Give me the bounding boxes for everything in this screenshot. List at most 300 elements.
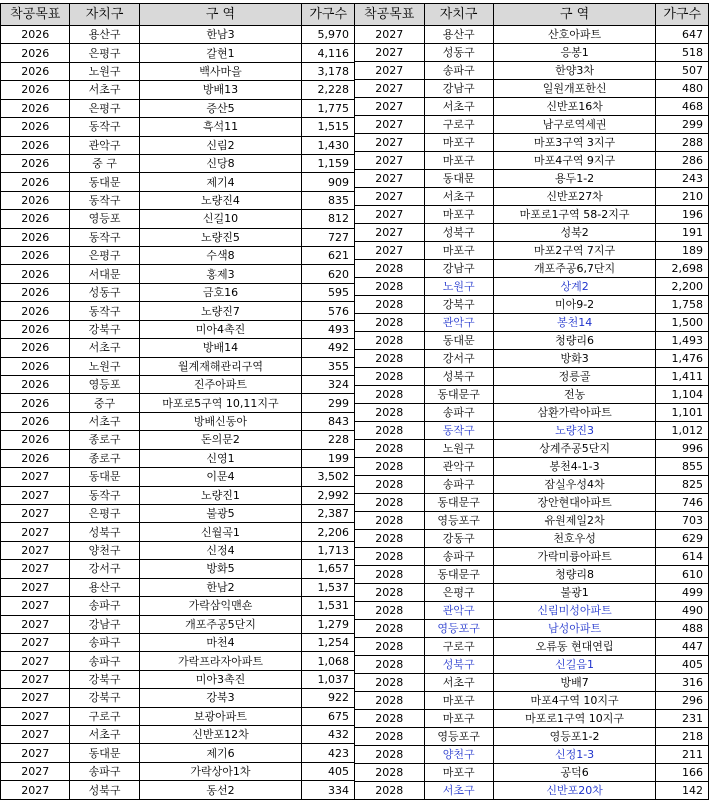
table-row bbox=[355, 476, 709, 494]
cell-area: 마포4구역 10지구 bbox=[493, 692, 656, 710]
cell-district: 구로구 bbox=[424, 116, 493, 134]
cell-year: 2027 bbox=[1, 597, 70, 615]
cell-area: 가락미륭아파트 bbox=[493, 548, 656, 566]
cell-year: 2027 bbox=[355, 98, 425, 116]
table-row bbox=[355, 224, 709, 242]
cell-district: 서대문 bbox=[70, 265, 139, 283]
header-year: 착공목표 bbox=[1, 4, 70, 26]
cell-households: 507 bbox=[656, 62, 709, 80]
cell-area: 동선2 bbox=[139, 781, 302, 800]
cell-households: 2,992 bbox=[302, 486, 355, 504]
cell-households: 595 bbox=[302, 283, 355, 301]
cell-households: 909 bbox=[302, 173, 355, 191]
cell-area: 용두1-2 bbox=[493, 170, 656, 188]
cell-district: 강북구 bbox=[70, 670, 139, 688]
cell-district: 강서구 bbox=[70, 560, 139, 578]
cell-households: 3,502 bbox=[302, 468, 355, 486]
cell-area: 방배신동아 bbox=[139, 412, 302, 430]
cell-households: 324 bbox=[302, 376, 355, 394]
cell-district: 은평구 bbox=[70, 99, 139, 117]
cell-year: 2028 bbox=[355, 476, 425, 494]
cell-district: 용산구 bbox=[424, 26, 493, 44]
cell-households: 746 bbox=[656, 494, 709, 512]
cell-area: 백사마을 bbox=[139, 62, 302, 80]
cell-year: 2026 bbox=[1, 173, 70, 191]
cell-year: 2026 bbox=[1, 283, 70, 301]
cell-district: 성동구 bbox=[424, 44, 493, 62]
cell-area: 장안현대아파트 bbox=[493, 494, 656, 512]
cell-district: 동작구 bbox=[70, 486, 139, 504]
cell-households: 610 bbox=[656, 566, 709, 584]
table-row bbox=[1, 541, 355, 559]
table-row bbox=[355, 350, 709, 368]
cell-area: 노량진5 bbox=[139, 228, 302, 246]
cell-year: 2026 bbox=[1, 394, 70, 412]
cell-households: 2,200 bbox=[656, 278, 709, 296]
cell-district: 동대문 bbox=[70, 173, 139, 191]
cell-households: 316 bbox=[656, 674, 709, 692]
cell-district: 강남구 bbox=[70, 615, 139, 633]
table-row bbox=[1, 689, 355, 707]
cell-households: 2,206 bbox=[302, 523, 355, 541]
cell-year: 2027 bbox=[1, 781, 70, 800]
cell-households: 1,713 bbox=[302, 541, 355, 559]
cell-households: 1,515 bbox=[302, 118, 355, 136]
cell-area: 불광5 bbox=[139, 504, 302, 522]
cell-year: 2028 bbox=[355, 386, 425, 404]
cell-year: 2028 bbox=[355, 260, 425, 278]
cell-district: 마포구 bbox=[424, 152, 493, 170]
cell-district: 성북구 bbox=[70, 781, 139, 800]
cell-households: 1,657 bbox=[302, 560, 355, 578]
cell-area: 월계재해관리구역 bbox=[139, 357, 302, 375]
cell-households: 629 bbox=[656, 530, 709, 548]
table-row bbox=[355, 638, 709, 656]
cell-households: 142 bbox=[656, 782, 709, 800]
cell-area: 공덕6 bbox=[493, 764, 656, 782]
cell-area: 금호16 bbox=[139, 283, 302, 301]
cell-year: 2027 bbox=[355, 134, 425, 152]
cell-district: 마포구 bbox=[424, 134, 493, 152]
table-row bbox=[1, 302, 355, 320]
cell-year: 2027 bbox=[1, 468, 70, 486]
cell-households: 490 bbox=[656, 602, 709, 620]
cell-year: 2027 bbox=[1, 670, 70, 688]
cell-year: 2027 bbox=[355, 26, 425, 44]
cell-year: 2027 bbox=[1, 633, 70, 651]
cell-district: 관악구 bbox=[424, 602, 493, 620]
cell-district: 은평구 bbox=[70, 504, 139, 522]
header-area: 구 역 bbox=[493, 4, 656, 26]
cell-year: 2028 bbox=[355, 692, 425, 710]
table-row bbox=[1, 504, 355, 522]
cell-district: 동작구 bbox=[70, 228, 139, 246]
table-row bbox=[1, 44, 355, 62]
cell-year: 2027 bbox=[355, 170, 425, 188]
cell-district: 송파구 bbox=[424, 476, 493, 494]
cell-households: 1,037 bbox=[302, 670, 355, 688]
cell-households: 211 bbox=[656, 746, 709, 764]
cell-households: 286 bbox=[656, 152, 709, 170]
cell-district: 구로구 bbox=[70, 707, 139, 725]
cell-households: 1,500 bbox=[656, 314, 709, 332]
cell-year: 2026 bbox=[1, 118, 70, 136]
cell-district: 노원구 bbox=[70, 357, 139, 375]
cell-area: 영등포1-2 bbox=[493, 728, 656, 746]
cell-year: 2028 bbox=[355, 512, 425, 530]
cell-households: 1,411 bbox=[656, 368, 709, 386]
cell-households: 199 bbox=[302, 449, 355, 467]
cell-district: 서초구 bbox=[70, 339, 139, 357]
cell-area: 신림미성아파트 bbox=[493, 602, 656, 620]
cell-households: 468 bbox=[656, 98, 709, 116]
table-row bbox=[1, 597, 355, 615]
cell-households: 3,178 bbox=[302, 62, 355, 80]
cell-district: 송파구 bbox=[424, 548, 493, 566]
table-row bbox=[355, 116, 709, 134]
cell-district: 마포구 bbox=[424, 206, 493, 224]
table-row bbox=[1, 670, 355, 688]
table-row bbox=[355, 368, 709, 386]
cell-area: 청량리8 bbox=[493, 566, 656, 584]
cell-area: 한남2 bbox=[139, 578, 302, 596]
cell-area: 신반포27차 bbox=[493, 188, 656, 206]
cell-area: 남성아파트 bbox=[493, 620, 656, 638]
cell-area: 마포3구역 3지구 bbox=[493, 134, 656, 152]
cell-district: 동대문 bbox=[424, 170, 493, 188]
cell-households: 812 bbox=[302, 210, 355, 228]
header-area: 구 역 bbox=[139, 4, 302, 26]
cell-area: 미아4촉진 bbox=[139, 320, 302, 338]
table-row bbox=[355, 80, 709, 98]
cell-year: 2027 bbox=[1, 744, 70, 762]
header-row bbox=[1, 4, 355, 26]
table-row bbox=[1, 154, 355, 172]
cell-households: 620 bbox=[302, 265, 355, 283]
cell-district: 송파구 bbox=[70, 597, 139, 615]
cell-year: 2028 bbox=[355, 296, 425, 314]
cell-district: 서초구 bbox=[70, 726, 139, 744]
cell-district: 관악구 bbox=[424, 458, 493, 476]
cell-year: 2026 bbox=[1, 99, 70, 117]
table-row bbox=[355, 620, 709, 638]
table-row bbox=[1, 81, 355, 99]
cell-households: 1,476 bbox=[656, 350, 709, 368]
cell-households: 2,387 bbox=[302, 504, 355, 522]
cell-year: 2028 bbox=[355, 638, 425, 656]
table-row bbox=[355, 782, 709, 800]
cell-households: 1,068 bbox=[302, 652, 355, 670]
cell-year: 2027 bbox=[1, 541, 70, 559]
cell-district: 성동구 bbox=[70, 283, 139, 301]
cell-area: 삼환가락아파트 bbox=[493, 404, 656, 422]
cell-district: 성북구 bbox=[424, 224, 493, 242]
cell-year: 2028 bbox=[355, 674, 425, 692]
cell-area: 증산5 bbox=[139, 99, 302, 117]
cell-area: 신길10 bbox=[139, 210, 302, 228]
left-table-body bbox=[1, 26, 355, 800]
cell-area: 신림2 bbox=[139, 136, 302, 154]
table-row bbox=[355, 494, 709, 512]
cell-area: 성북2 bbox=[493, 224, 656, 242]
cell-area: 제기4 bbox=[139, 173, 302, 191]
table-row bbox=[1, 412, 355, 430]
cell-households: 499 bbox=[656, 584, 709, 602]
cell-district: 강북구 bbox=[70, 320, 139, 338]
cell-year: 2028 bbox=[355, 530, 425, 548]
cell-year: 2027 bbox=[1, 615, 70, 633]
cell-district: 노원구 bbox=[424, 440, 493, 458]
cell-district: 마포구 bbox=[424, 692, 493, 710]
cell-district: 서초구 bbox=[424, 98, 493, 116]
cell-area: 신정1-3 bbox=[493, 746, 656, 764]
cell-households: 576 bbox=[302, 302, 355, 320]
cell-year: 2028 bbox=[355, 728, 425, 746]
cell-area: 마포로1구역 58-2지구 bbox=[493, 206, 656, 224]
cell-year: 2028 bbox=[355, 782, 425, 800]
cell-year: 2026 bbox=[1, 449, 70, 467]
table-row bbox=[1, 523, 355, 541]
cell-area: 홍제3 bbox=[139, 265, 302, 283]
cell-area: 마포로5구역 10,11지구 bbox=[139, 394, 302, 412]
cell-households: 518 bbox=[656, 44, 709, 62]
cell-households: 843 bbox=[302, 412, 355, 430]
cell-year: 2026 bbox=[1, 154, 70, 172]
table-row bbox=[1, 744, 355, 762]
table-row bbox=[355, 710, 709, 728]
cell-district: 마포구 bbox=[424, 242, 493, 260]
cell-area: 노량진1 bbox=[139, 486, 302, 504]
cell-district: 용산구 bbox=[70, 578, 139, 596]
table-row bbox=[355, 656, 709, 674]
table-row bbox=[355, 314, 709, 332]
cell-year: 2026 bbox=[1, 44, 70, 62]
table-row bbox=[1, 707, 355, 725]
table-row bbox=[355, 746, 709, 764]
cell-households: 288 bbox=[656, 134, 709, 152]
cell-households: 835 bbox=[302, 191, 355, 209]
table-row bbox=[355, 512, 709, 530]
cell-households: 1,101 bbox=[656, 404, 709, 422]
table-row bbox=[1, 99, 355, 117]
left-table bbox=[0, 3, 355, 800]
cell-area: 신반포20차 bbox=[493, 782, 656, 800]
cell-households: 1,254 bbox=[302, 633, 355, 651]
cell-area: 봉천4-1-3 bbox=[493, 458, 656, 476]
cell-year: 2027 bbox=[355, 152, 425, 170]
cell-district: 종로구 bbox=[70, 431, 139, 449]
cell-year: 2027 bbox=[355, 80, 425, 98]
cell-households: 2,228 bbox=[302, 81, 355, 99]
table-row bbox=[355, 26, 709, 44]
cell-area: 마천4 bbox=[139, 633, 302, 651]
cell-year: 2028 bbox=[355, 656, 425, 674]
cell-year: 2026 bbox=[1, 26, 70, 44]
cell-year: 2027 bbox=[1, 689, 70, 707]
cell-year: 2027 bbox=[1, 504, 70, 522]
cell-year: 2028 bbox=[355, 278, 425, 296]
header-households: 가구수 bbox=[302, 4, 355, 26]
cell-year: 2028 bbox=[355, 368, 425, 386]
cell-district: 동대문 bbox=[70, 468, 139, 486]
table-row bbox=[1, 486, 355, 504]
cell-district: 성북구 bbox=[70, 523, 139, 541]
cell-households: 492 bbox=[302, 339, 355, 357]
cell-area: 신당8 bbox=[139, 154, 302, 172]
cell-area: 응봉1 bbox=[493, 44, 656, 62]
cell-households: 5,970 bbox=[302, 26, 355, 44]
cell-year: 2026 bbox=[1, 357, 70, 375]
cell-year: 2027 bbox=[1, 486, 70, 504]
table-row bbox=[355, 296, 709, 314]
cell-year: 2028 bbox=[355, 440, 425, 458]
cell-households: 299 bbox=[302, 394, 355, 412]
table-row bbox=[355, 458, 709, 476]
table-row bbox=[1, 560, 355, 578]
cell-year: 2028 bbox=[355, 494, 425, 512]
table-row bbox=[1, 726, 355, 744]
cell-area: 신반포12차 bbox=[139, 726, 302, 744]
cell-households: 488 bbox=[656, 620, 709, 638]
cell-district: 송파구 bbox=[424, 404, 493, 422]
cell-year: 2027 bbox=[1, 652, 70, 670]
cell-year: 2027 bbox=[1, 707, 70, 725]
cell-households: 432 bbox=[302, 726, 355, 744]
cell-year: 2026 bbox=[1, 431, 70, 449]
cell-households: 355 bbox=[302, 357, 355, 375]
cell-area: 남구로역세권 bbox=[493, 116, 656, 134]
cell-area: 갈현1 bbox=[139, 44, 302, 62]
cell-area: 흑석11 bbox=[139, 118, 302, 136]
table-row bbox=[1, 431, 355, 449]
cell-households: 480 bbox=[656, 80, 709, 98]
cell-year: 2027 bbox=[355, 188, 425, 206]
cell-year: 2027 bbox=[1, 762, 70, 780]
cell-year: 2028 bbox=[355, 620, 425, 638]
cell-households: 334 bbox=[302, 781, 355, 800]
cell-district: 강북구 bbox=[70, 689, 139, 707]
cell-district: 강남구 bbox=[424, 80, 493, 98]
cell-year: 2027 bbox=[1, 560, 70, 578]
cell-area: 방배13 bbox=[139, 81, 302, 99]
cell-year: 2027 bbox=[355, 242, 425, 260]
cell-area: 마포로1구역 10지구 bbox=[493, 710, 656, 728]
table-row bbox=[1, 173, 355, 191]
table-row bbox=[355, 728, 709, 746]
cell-households: 1,430 bbox=[302, 136, 355, 154]
cell-households: 423 bbox=[302, 744, 355, 762]
cell-households: 1,279 bbox=[302, 615, 355, 633]
cell-district: 동대문구 bbox=[424, 566, 493, 584]
cell-area: 개포주공5단지 bbox=[139, 615, 302, 633]
cell-households: 405 bbox=[302, 762, 355, 780]
cell-year: 2026 bbox=[1, 376, 70, 394]
table-row bbox=[355, 62, 709, 80]
cell-year: 2028 bbox=[355, 746, 425, 764]
cell-area: 노량진3 bbox=[493, 422, 656, 440]
cell-area: 방화5 bbox=[139, 560, 302, 578]
cell-district: 서초구 bbox=[70, 81, 139, 99]
table-row bbox=[1, 191, 355, 209]
cell-year: 2027 bbox=[355, 206, 425, 224]
cell-district: 종로구 bbox=[70, 449, 139, 467]
cell-area: 진주아파트 bbox=[139, 376, 302, 394]
cell-area: 한양3차 bbox=[493, 62, 656, 80]
cell-year: 2028 bbox=[355, 458, 425, 476]
cell-households: 1,104 bbox=[656, 386, 709, 404]
cell-area: 이문4 bbox=[139, 468, 302, 486]
table-row bbox=[1, 394, 355, 412]
cell-year: 2026 bbox=[1, 136, 70, 154]
cell-district: 용산구 bbox=[70, 26, 139, 44]
cell-households: 675 bbox=[302, 707, 355, 725]
cell-district: 동대문 bbox=[70, 744, 139, 762]
cell-households: 996 bbox=[656, 440, 709, 458]
cell-area: 봉천14 bbox=[493, 314, 656, 332]
cell-households: 825 bbox=[656, 476, 709, 494]
table-row bbox=[1, 449, 355, 467]
cell-year: 2028 bbox=[355, 584, 425, 602]
cell-year: 2027 bbox=[355, 224, 425, 242]
table-row bbox=[355, 566, 709, 584]
cell-area: 유원제일2차 bbox=[493, 512, 656, 530]
cell-district: 서초구 bbox=[70, 412, 139, 430]
cell-district: 동대문구 bbox=[424, 494, 493, 512]
cell-households: 296 bbox=[656, 692, 709, 710]
cell-area: 오류동 현대연립 bbox=[493, 638, 656, 656]
right-table bbox=[354, 3, 709, 800]
cell-year: 2026 bbox=[1, 265, 70, 283]
cell-district: 영등포 bbox=[70, 376, 139, 394]
cell-households: 228 bbox=[302, 431, 355, 449]
cell-area: 신월곡1 bbox=[139, 523, 302, 541]
cell-year: 2026 bbox=[1, 320, 70, 338]
cell-year: 2027 bbox=[355, 44, 425, 62]
table-row bbox=[1, 136, 355, 154]
cell-district: 동대문구 bbox=[424, 386, 493, 404]
cell-households: 2,698 bbox=[656, 260, 709, 278]
cell-district: 노원구 bbox=[70, 62, 139, 80]
cell-district: 영등포구 bbox=[424, 512, 493, 530]
cell-area: 산호아파트 bbox=[493, 26, 656, 44]
cell-area: 가락삼익맨숀 bbox=[139, 597, 302, 615]
table-row bbox=[1, 247, 355, 265]
cell-district: 관악구 bbox=[424, 314, 493, 332]
cell-households: 191 bbox=[656, 224, 709, 242]
cell-district: 영등포구 bbox=[424, 620, 493, 638]
cell-area: 제기6 bbox=[139, 744, 302, 762]
table-row bbox=[1, 615, 355, 633]
cell-year: 2028 bbox=[355, 422, 425, 440]
cell-year: 2026 bbox=[1, 191, 70, 209]
cell-year: 2028 bbox=[355, 566, 425, 584]
table-row bbox=[355, 548, 709, 566]
cell-district: 송파구 bbox=[70, 652, 139, 670]
right-table-body bbox=[355, 26, 709, 800]
cell-district: 동대문 bbox=[424, 332, 493, 350]
table-row bbox=[355, 584, 709, 602]
table-row bbox=[1, 357, 355, 375]
table-row bbox=[355, 422, 709, 440]
table-row bbox=[1, 320, 355, 338]
cell-households: 231 bbox=[656, 710, 709, 728]
cell-area: 미아3촉진 bbox=[139, 670, 302, 688]
cell-year: 2027 bbox=[355, 62, 425, 80]
cell-households: 405 bbox=[656, 656, 709, 674]
cell-area: 방배14 bbox=[139, 339, 302, 357]
cell-area: 개포주공6,7단지 bbox=[493, 260, 656, 278]
table-row bbox=[355, 674, 709, 692]
